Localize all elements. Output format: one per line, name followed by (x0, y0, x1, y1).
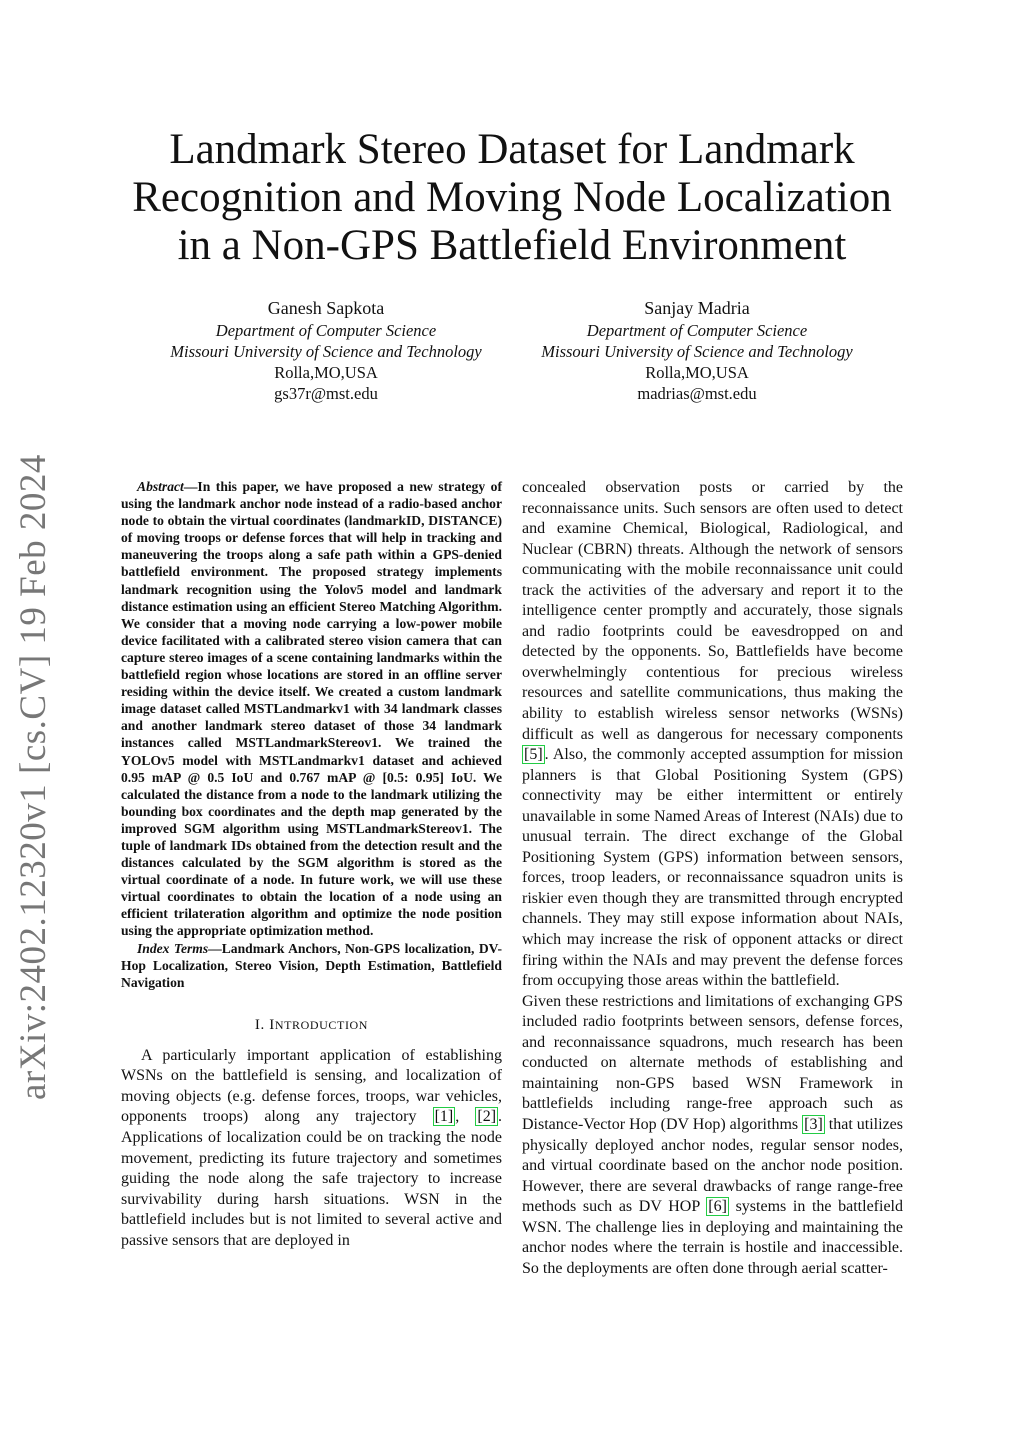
intro-paragraph-2 (522, 992, 903, 1280)
author-email: gs37r@mst.edu (274, 384, 378, 403)
section-first-letter: I (269, 1016, 275, 1033)
section-heading-introduction (121, 1017, 502, 1034)
section-numeral: I. (254, 1016, 270, 1033)
right-column (522, 478, 903, 1279)
intro-paragraph-continued (522, 478, 903, 992)
index-terms (121, 940, 502, 991)
paragraph-text: Given these restrictions and limitations of exchanging GPS included radio footprints between sensors, defense forces, and reconnaissance squadrons, much research has been conducted on alternate methods of establishing and maintaining non-GPS based WSN Framework in battlefields including range-free approach such as Distance-Vector Hop (DV Hop) algorithms (522, 992, 903, 1133)
citation-link[interactable]: [3] (804, 1115, 823, 1133)
citation-link[interactable]: [2] (477, 1108, 497, 1126)
arxiv-identifier: arXiv:2402.12320v1 [cs.CV] 19 Feb 2024 (13, 454, 54, 1100)
author-email: madrias@mst.edu (637, 384, 757, 403)
paragraph-text: , (455, 1108, 476, 1126)
index-terms-label: Index Terms (137, 940, 209, 956)
paragraph-text: . Applications of localization could be on tracking the node movement, predicting its future trajectory and sometimes guiding the node along the safe trajectory to increase survivability during harsh situations. WSN in the battlefield includes but is not limited to several active and passive sensors that are deployed in (121, 1108, 503, 1249)
paragraph-text: A particularly important application of establishing WSNs on the battlefield is sensing, and localization of moving objects (e.g. defense forces, troops, war vehicles, opponents troops) along any trajectory (121, 1046, 502, 1126)
paper-title (120, 126, 904, 270)
author-department: Department of Computer Science (215, 321, 437, 340)
title-line-2: Recognition and Moving Node Localization (132, 174, 892, 221)
author-location: Rolla,MO,USA (274, 363, 378, 382)
paragraph-text: concealed observation posts or carried by the reconnaissance units. Such sensors are often used to detect and examine Chemical, Biological, Radiological, and Nuclear (CBRN) threats. Although the network of sensors communicating with the mobile reconnaissance unit could track the activities of the adversary and report it to the intelligence center promptly and accurately, those signals and radio footprints could be eavesdropped on and detected by the opponents. So, Battlefields have become overwhelmingly contentious for precious wireless resources and satellite communications, thus making the ability to establish wireless sensor networks (WSNs) difficult as well as dangerous for necessary components (522, 479, 903, 743)
author-block-1 (146, 296, 506, 404)
author-name: Sanjay Madria (644, 298, 750, 318)
author-block-2 (517, 296, 877, 404)
citation-link[interactable]: [6] (708, 1198, 727, 1216)
title-line-3: in a Non-GPS Battlefield Environment (177, 222, 847, 269)
abstract (121, 478, 502, 940)
author-university: Missouri University of Science and Technology (170, 342, 482, 361)
author-name: Ganesh Sapkota (267, 298, 385, 318)
left-column (121, 478, 502, 1251)
intro-paragraph-1 (121, 1046, 502, 1251)
paragraph-text: . Also, the commonly accepted assumption for mission planners is that Global Positioning System (GPS) connectivity may be either intermittent or entirely unavailable in some Named Areas of Interest (NAIs) due to unusual terrain. The direct exchange of the Global Positioning System (GPS) information between sensors, forces, troop leaders, or reconnaissance squadron units is riskier even though they are transmitted through encrypted channels. They may still expose information about NAIs, which may increase the risk of opponent attacks or direct firing within the NAIs and may prevent the defense forces from occupying those areas within the battlefield. (522, 746, 903, 990)
index-terms-text: —Landmark Anchors, Non-GPS localization, DV-Hop Localization, Stereo Vision, Depth Estimation, Battlefield Navigation (121, 940, 502, 990)
author-location: Rolla,MO,USA (645, 363, 749, 382)
citation-link[interactable]: [1] (434, 1108, 454, 1126)
title-line-1: Landmark Stereo Dataset for Landmark (169, 126, 855, 173)
section-title-rest: NTRODUCTION (274, 1017, 369, 1032)
citation-link[interactable]: [5] (524, 746, 543, 764)
paragraph-text: that utilizes physically deployed anchor nodes, regular sensor nodes, and virtual coordinate based on the anchor node position. However, there are several drawbacks of range range-free methods such as DV HOP (522, 1115, 903, 1216)
author-university: Missouri University of Science and Technology (541, 342, 853, 361)
abstract-text: —In this paper, we have proposed a new strategy of using the landmark anchor node instead of a radio-based anchor node to obtain the virtual coordinates (landmarkID, DISTANCE) of moving troops or defense forces that will help in tracking and maneuvering the troops along a safe path within a GPS-denied battlefield environment. The proposed strategy implements landmark recognition using the Yolov5 model and landmark distance estimation using an efficient Stereo Matching Algorithm. We consider that a moving node carrying a low-power mobile device facilitated with a calibrated stereo vision camera that can capture stereo images of a scene containing landmarks within the battlefield region whose locations are stored in an offline server residing within the device itself. We created a custom landmark image dataset called MSTLandmarkv1 with 34 landmark classes and another landmark stereo dataset of those 34 landmark instances called MSTLandmarkStereov1. We trained the YOLOv5 model with MSTLandmarkv1 dataset and achieved 0.95 mAP @ 0.5 IoU and 0.767 mAP @ [0.5: 0.95] IoU. We calculated the distance from a node to the landmark utilizing the bounding box coordinates and the depth map generated by the improved SGM algorithm using MSTLandmarkStereov1. The tuple of landmark IDs obtained from the detection result and the distances calculated by the SGM algorithm is stored as the virtual coordinate of a node. In future work, we will use these virtual coordinates to obtain the location of a node using an efficient trilateration algorithm and optimize the node position using the appropriate optimization method. (121, 479, 502, 939)
author-department: Department of Computer Science (586, 321, 808, 340)
abstract-label: Abstract (137, 479, 184, 494)
paragraph-text: systems in the battlefield WSN. The challenge lies in deploying and maintaining the anchor nodes where the terrain is hostile and inaccessible. So the deployments are often done through aerial scatter- (522, 1198, 903, 1277)
